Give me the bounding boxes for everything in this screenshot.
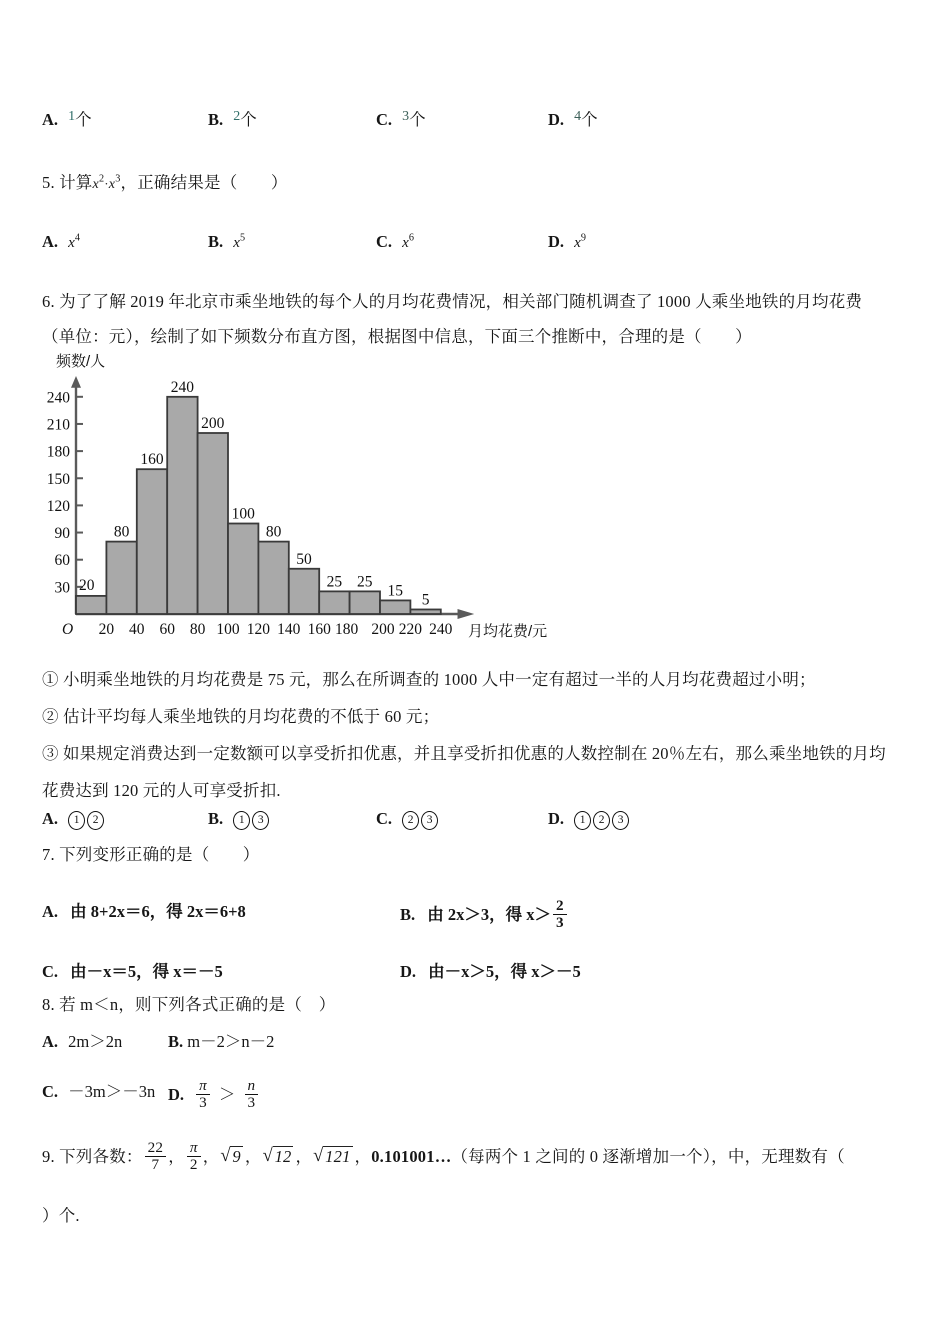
- q9-sep: ，: [295, 1147, 313, 1167]
- q6-option-c-label: C.: [376, 809, 393, 828]
- svg-text:20: 20: [98, 621, 115, 638]
- q6-number: 6.: [42, 292, 55, 311]
- chart-x-tick-labels: [99, 621, 453, 638]
- chart-bars: [76, 397, 441, 614]
- q7-option-b[interactable]: [400, 898, 569, 931]
- q5-expr-exp2: 3: [115, 173, 121, 185]
- radicand: 121: [325, 1147, 351, 1167]
- svg-text:60: 60: [159, 621, 175, 638]
- fraction-denominator: 2: [187, 1156, 201, 1173]
- q8-option-d[interactable]: [168, 1078, 260, 1111]
- radicand: 9: [232, 1147, 241, 1167]
- q5-option-a-label: A.: [42, 232, 59, 251]
- q4-option-d-label: D.: [548, 110, 565, 129]
- q8-option-b-label: B.: [168, 1032, 184, 1051]
- q5-option-d[interactable]: [548, 232, 586, 252]
- q8-option-c-label: C.: [42, 1082, 59, 1101]
- fraction-n-over-three: [245, 1078, 259, 1111]
- q5-stem-post: ，正确结果是（ ）: [120, 173, 288, 192]
- q4-option-b[interactable]: [208, 106, 257, 130]
- q8-option-c-text: －3m＞－3n: [68, 1082, 156, 1101]
- fraction-numerator: π: [189, 1139, 198, 1156]
- q8-option-a-text: 2m＞2n: [68, 1032, 123, 1051]
- q4-option-c-label: C.: [376, 110, 393, 129]
- radical-sqrt-9: [221, 1146, 242, 1168]
- q7-option-c-label: C.: [42, 962, 59, 981]
- q6-option-d-label: D.: [548, 809, 565, 828]
- fraction-numerator: n: [247, 1077, 256, 1094]
- svg-text:40: 40: [129, 621, 145, 638]
- chart-y-tick-labels: [47, 389, 71, 596]
- q6-statement-3-cont: 花费达到 120 元的人可享受折扣.: [42, 781, 281, 800]
- q4-option-c-unit: 个: [409, 110, 426, 129]
- fraction-numerator: 22: [147, 1139, 164, 1156]
- q7-option-d[interactable]: [400, 958, 581, 982]
- q5-expr-dot: ·: [104, 176, 109, 191]
- histogram-svg: [46, 352, 566, 652]
- circled-number: 3: [612, 811, 629, 830]
- q5-option-d-label: D.: [548, 232, 565, 251]
- svg-text:210: 210: [46, 416, 70, 434]
- fraction-denominator: 3: [196, 1094, 210, 1111]
- q6-stem-text1: 为了了解 2019 年北京市乘坐地铁的每个人的月均花费情况，相关部门随机调查了 1000 人乘坐地铁的月均花费: [59, 292, 863, 311]
- radical-sqrt-121: [314, 1146, 352, 1168]
- chart-y-axis-label: 频数/人: [56, 353, 106, 370]
- q4-option-d-unit: 个: [581, 110, 598, 129]
- q5-stem-pre: 计算: [59, 173, 93, 192]
- q9-number: 9.: [42, 1147, 55, 1167]
- svg-text:25: 25: [326, 573, 343, 591]
- q4-option-a[interactable]: [42, 106, 92, 130]
- q5-expr-base1: x: [92, 177, 99, 192]
- radicand: 12: [274, 1147, 292, 1167]
- svg-text:5: 5: [421, 591, 430, 609]
- q7-option-c-text: 由－x＝5，得 x＝－5: [70, 962, 223, 981]
- q4-options-row: [42, 106, 922, 132]
- q4-option-d-value: 4: [574, 109, 582, 124]
- q5-option-d-exp: 9: [580, 232, 586, 244]
- fraction-denominator: 7: [145, 1156, 167, 1173]
- q4-option-b-value: 2: [233, 109, 241, 124]
- q4-option-b-label: B.: [208, 110, 224, 129]
- circled-number: 2: [87, 811, 104, 830]
- svg-text:50: 50: [296, 550, 312, 568]
- q7-option-d-text: 由－x＞5，得 x＞－5: [428, 962, 581, 981]
- q6-statement-2-text: 估计平均每人乘坐地铁的月均花费的不低于 60 元；: [63, 707, 440, 726]
- circled-number: 1: [574, 811, 591, 830]
- q6-statement-1: [42, 670, 816, 691]
- q6-option-a[interactable]: [42, 809, 105, 830]
- svg-text:180: 180: [334, 621, 359, 638]
- fraction-two-thirds: [553, 898, 567, 931]
- svg-text:80: 80: [189, 621, 206, 638]
- q9-sep: ，: [354, 1147, 372, 1167]
- q6-stem-line1: [42, 292, 862, 313]
- q5-stem: [42, 173, 288, 194]
- svg-text:200: 200: [371, 621, 395, 638]
- svg-text:80: 80: [265, 523, 282, 541]
- q7-stem: [42, 845, 260, 866]
- q9-paren-note: （每两个 1 之间的 0 逐渐增加一个）: [451, 1147, 712, 1167]
- q9-sep: ，: [244, 1147, 262, 1167]
- q6-option-d-marks: [573, 809, 630, 828]
- q9-sep: ，: [202, 1147, 220, 1167]
- frequency-histogram: [46, 352, 566, 652]
- q7-stem-text: 下列变形正确的是（ ）: [59, 845, 260, 864]
- q7-option-b-text: 由 2x＞3，得 x＞: [427, 905, 552, 925]
- q9-stem-mid: ，中，无理数有（: [711, 1147, 845, 1167]
- fraction-22-over-7: [145, 1140, 167, 1173]
- q6-statement-3-text: 如果规定消费达到一定数额可以享受折扣优惠，并且享受折扣优惠的人数控制在 20％左右，那么乘坐地铁的月均: [63, 744, 886, 763]
- q8-option-c[interactable]: [42, 1078, 155, 1102]
- svg-text:60: 60: [54, 552, 70, 570]
- fraction-denominator: 3: [245, 1094, 259, 1111]
- svg-text:150: 150: [46, 470, 70, 488]
- q5-option-a-exp: 4: [74, 232, 80, 244]
- q7-option-a-label: A.: [42, 902, 59, 921]
- q5-number: 5.: [42, 173, 55, 192]
- circled-number: 2: [593, 811, 610, 830]
- svg-text:180: 180: [46, 443, 70, 461]
- q4-option-c[interactable]: [376, 106, 426, 130]
- q4-option-a-unit: 个: [75, 110, 92, 129]
- q6-statement-2: [42, 707, 439, 728]
- svg-text:200: 200: [201, 415, 225, 432]
- q5-options-row: [42, 232, 922, 258]
- svg-text:160: 160: [140, 451, 164, 469]
- q5-option-c-label: C.: [376, 232, 393, 251]
- q4-option-a-label: A.: [42, 110, 59, 129]
- q8-option-b[interactable]: [168, 1028, 274, 1052]
- q5-option-a-base: x: [68, 235, 75, 251]
- q8-stem: [42, 995, 335, 1016]
- q5-option-c-exp: 6: [408, 232, 414, 244]
- q6-option-b-label: B.: [208, 809, 224, 828]
- q6-option-c-marks: [401, 809, 439, 828]
- q9-stem-pre: 下列各数：: [59, 1147, 143, 1167]
- q6-statement-1-text: 小明乘坐地铁的月均花费是 75 元，那么在所调查的 1000 人中一定有超过一半的人月均花费超过小明；: [63, 670, 816, 689]
- svg-text:220: 220: [398, 621, 423, 638]
- svg-text:100: 100: [231, 505, 255, 523]
- svg-text:240: 240: [170, 378, 195, 396]
- q8-number: 8.: [42, 995, 55, 1014]
- q5-option-b[interactable]: [208, 232, 245, 252]
- q7-option-b-label: B.: [400, 905, 416, 925]
- q8-option-d-relation: ＞: [218, 1085, 236, 1105]
- q6-option-d[interactable]: [548, 809, 630, 830]
- fraction-numerator: π: [199, 1077, 207, 1094]
- svg-text:100: 100: [216, 621, 240, 638]
- q7-number: 7.: [42, 845, 55, 864]
- q6-option-b[interactable]: [208, 809, 270, 830]
- q6-statement-2-mark: ②: [42, 707, 59, 726]
- q9-sep: ，: [168, 1147, 185, 1167]
- q5-expr-exp1: 2: [98, 173, 105, 185]
- q5-option-b-label: B.: [208, 232, 224, 251]
- q8-option-a-label: A.: [42, 1032, 59, 1051]
- q5-expr-base2: x: [108, 177, 116, 192]
- q6-option-a-label: A.: [42, 809, 59, 828]
- circled-number: 2: [402, 811, 419, 830]
- q6-options-row: [42, 809, 922, 835]
- svg-text:120: 120: [46, 497, 70, 515]
- q8-option-d-label: D.: [168, 1085, 185, 1105]
- q4-option-b-unit: 个: [240, 110, 257, 129]
- q6-option-b-marks: [232, 809, 270, 828]
- q6-statement-1-mark: ①: [42, 670, 59, 689]
- q5-option-b-exp: 5: [239, 232, 246, 244]
- fraction-numerator: 2: [556, 897, 564, 914]
- q6-stem-line2: （单位：元），绘制了如下频数分布直方图，根据图中信息，下面三个推断中，合理的是（ ）: [42, 327, 752, 346]
- q6-statement-3-mark: ③: [42, 744, 59, 763]
- svg-text:80: 80: [113, 523, 130, 541]
- svg-text:120: 120: [246, 621, 271, 638]
- svg-text:160: 160: [307, 621, 331, 638]
- svg-text:140: 140: [277, 621, 301, 638]
- svg-text:240: 240: [46, 389, 70, 407]
- q5-option-d-base: x: [574, 235, 581, 251]
- q5-option-c[interactable]: [376, 232, 414, 252]
- q5-option-a[interactable]: [42, 232, 80, 252]
- q4-option-a-value: 1: [68, 109, 76, 124]
- q7-option-d-label: D.: [400, 962, 417, 981]
- q8-option-b-text: m－2＞n－2: [187, 1032, 275, 1051]
- q7-option-c[interactable]: [42, 958, 223, 982]
- fraction-pi-over-three: [196, 1078, 210, 1111]
- circled-number: 3: [421, 811, 438, 830]
- q7-option-a-text: 由 8+2x＝6，得 2x＝6+8: [70, 902, 246, 921]
- q9-stem: [42, 1140, 845, 1173]
- fraction-denominator: 3: [553, 914, 567, 931]
- circled-number: 1: [68, 811, 85, 830]
- q8-option-a[interactable]: [42, 1028, 122, 1052]
- q9-stem-end: ）个.: [42, 1206, 80, 1225]
- svg-text:30: 30: [54, 579, 70, 597]
- q6-statement-3: [42, 744, 886, 765]
- q4-option-c-value: 3: [402, 109, 410, 124]
- radical-sqrt-12: [264, 1146, 294, 1168]
- circled-number: 3: [252, 811, 269, 830]
- q7-option-a[interactable]: [42, 898, 246, 922]
- svg-text:240: 240: [429, 621, 453, 638]
- chart-x-axis-label: 月均花费/元: [468, 623, 548, 640]
- circled-number: 1: [233, 811, 250, 830]
- chart-origin-label: O: [62, 621, 74, 638]
- q6-option-c[interactable]: [376, 809, 439, 830]
- svg-text:90: 90: [54, 525, 70, 543]
- fraction-pi-over-2: [187, 1140, 201, 1173]
- q4-option-d[interactable]: [548, 106, 598, 130]
- svg-text:25: 25: [357, 573, 373, 591]
- q9-decimal: 0.101001…: [371, 1147, 452, 1167]
- svg-text:20: 20: [79, 576, 95, 594]
- q5-option-b-base: x: [233, 235, 240, 251]
- svg-text:15: 15: [387, 582, 403, 600]
- q8-stem-text: 若 m＜n，则下列各式正确的是（ ）: [59, 995, 336, 1014]
- q5-option-c-base: x: [402, 235, 409, 251]
- q6-option-a-marks: [67, 809, 105, 828]
